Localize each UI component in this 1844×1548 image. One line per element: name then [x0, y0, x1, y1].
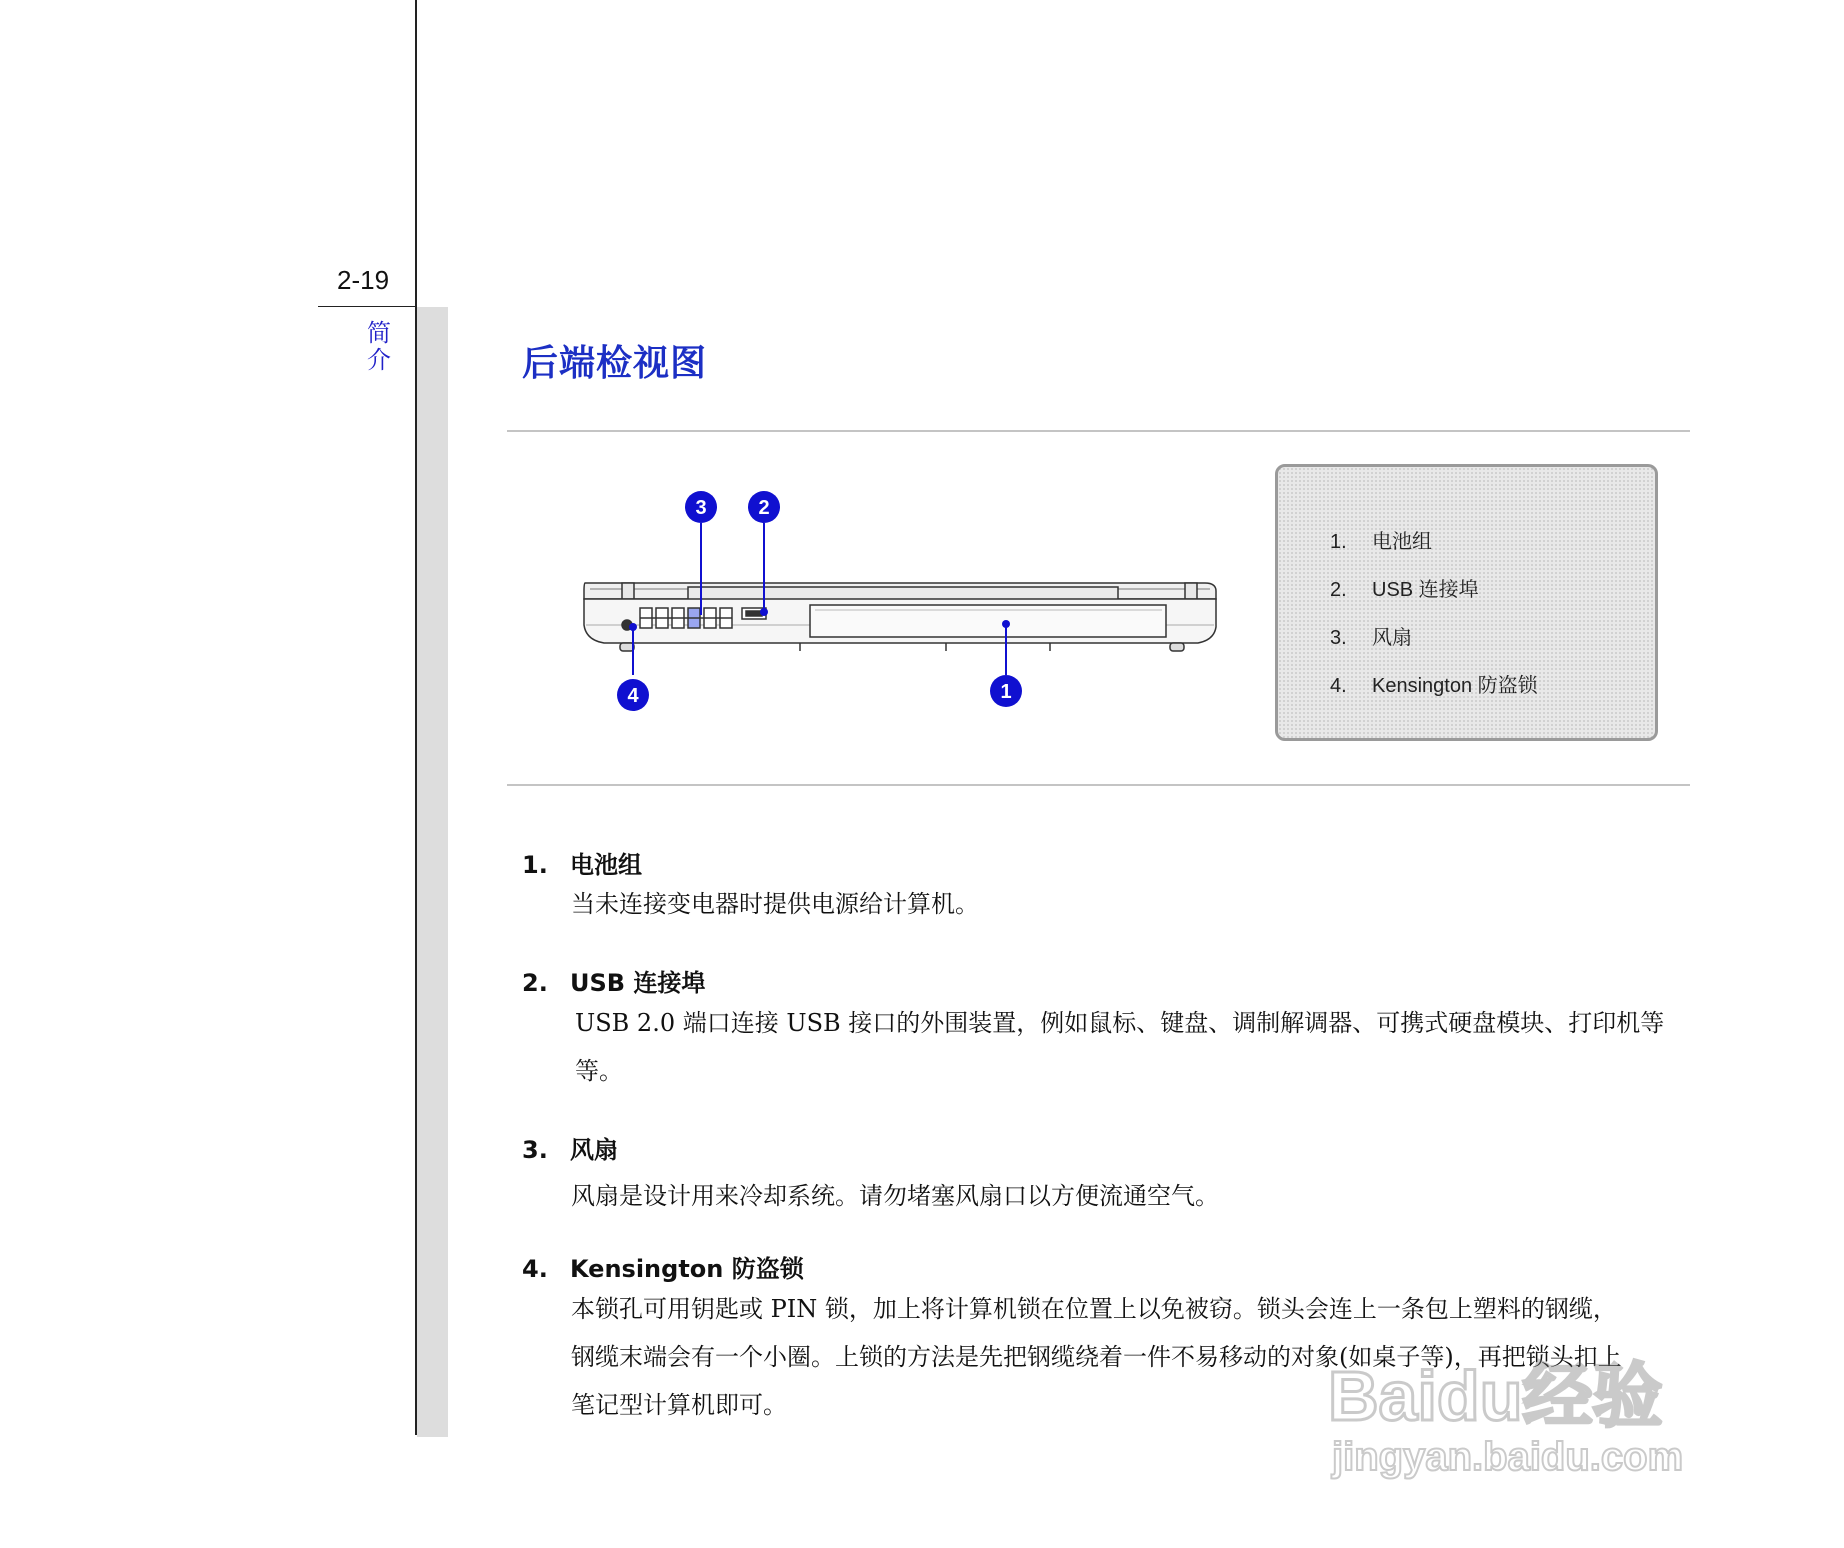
section-body: 本锁孔可用钥匙或 PIN 锁，加上将计算机锁在位置上以免被窃。锁头会连上一条包上塑料的钢缆，钢缆末端会有一个小圈。上锁的方法是先把钢缆绕着一件不易移动的对象(如桌子等)，再把锁头扣上笔记型计算机即可。: [571, 1295, 1622, 1419]
legend-item-number: 4.: [1330, 675, 1347, 697]
section-heading: [522, 1130, 618, 1165]
callout-1-label: 1: [1000, 681, 1012, 703]
section-heading-text: 风扇: [570, 1136, 618, 1164]
legend-item: [1330, 573, 1479, 602]
section-number: 4.: [522, 1255, 548, 1283]
callout-3-label: 3: [695, 497, 707, 519]
legend-item-label: Kensington 防盗锁: [1372, 675, 1538, 697]
legend-item-label: 电池组: [1372, 531, 1432, 553]
callout-4-dot: [629, 623, 637, 631]
page-number-rule: [318, 306, 415, 307]
legend-item-label: 风扇: [1372, 627, 1412, 649]
section-heading-text: USB 连接埠: [570, 969, 706, 997]
section-heading: [522, 1249, 804, 1284]
section-number: 3.: [522, 1136, 548, 1164]
section-number: 2.: [522, 969, 548, 997]
watermark-line2: jingyan.baidu.com: [1332, 1435, 1684, 1479]
legend-item-number: 2.: [1330, 579, 1347, 601]
callout-2-dot: [760, 608, 768, 616]
section-heading: [522, 963, 705, 998]
divider-bottom: [507, 784, 1690, 786]
section-body: 风扇是设计用来冷却系统。请勿堵塞风扇口以方便流通空气。: [571, 1182, 1219, 1210]
section-heading-text: Kensington 防盗锁: [570, 1255, 804, 1283]
legend-item-label: USB 连接埠: [1372, 579, 1479, 601]
section-body: 当未连接变电器时提供电源给计算机。: [571, 890, 979, 918]
legend-item: [1330, 525, 1432, 554]
section-label: 简介: [367, 319, 391, 374]
callout-3: [685, 491, 717, 523]
page-title: 后端检视图: [522, 343, 708, 384]
legend-item: [1330, 669, 1538, 698]
baidu-watermark-logo: [1318, 1345, 1758, 1485]
watermark-line1: Baidu经验: [1328, 1357, 1663, 1435]
laptop-rear-illustration: [584, 583, 1216, 651]
section-heading-text: 电池组: [570, 851, 642, 879]
section-body: USB 2.0 端口连接 USB 接口的外围装置，例如鼠标、键盘、调制解调器、可携式硬盘模块、打印机等等。: [575, 1009, 1665, 1085]
callout-2-label: 2: [758, 497, 770, 519]
callout-1-dot: [1002, 620, 1010, 628]
callout-4: [617, 679, 649, 711]
legend-item-number: 3.: [1330, 627, 1347, 649]
legend-box: [1275, 464, 1658, 741]
section-number: 1.: [522, 851, 548, 879]
legend-item-number: 1.: [1330, 531, 1347, 553]
callout-1: [990, 675, 1022, 707]
margin-gray-bar: [417, 307, 448, 1437]
divider-top: [507, 430, 1690, 432]
laptop-rear-view-figure: [570, 475, 1230, 715]
callout-4-label: 4: [627, 685, 639, 707]
legend-item: [1330, 621, 1412, 650]
callout-2: [748, 491, 780, 523]
page-number: 2-19: [337, 265, 390, 295]
section-heading: [522, 845, 642, 880]
